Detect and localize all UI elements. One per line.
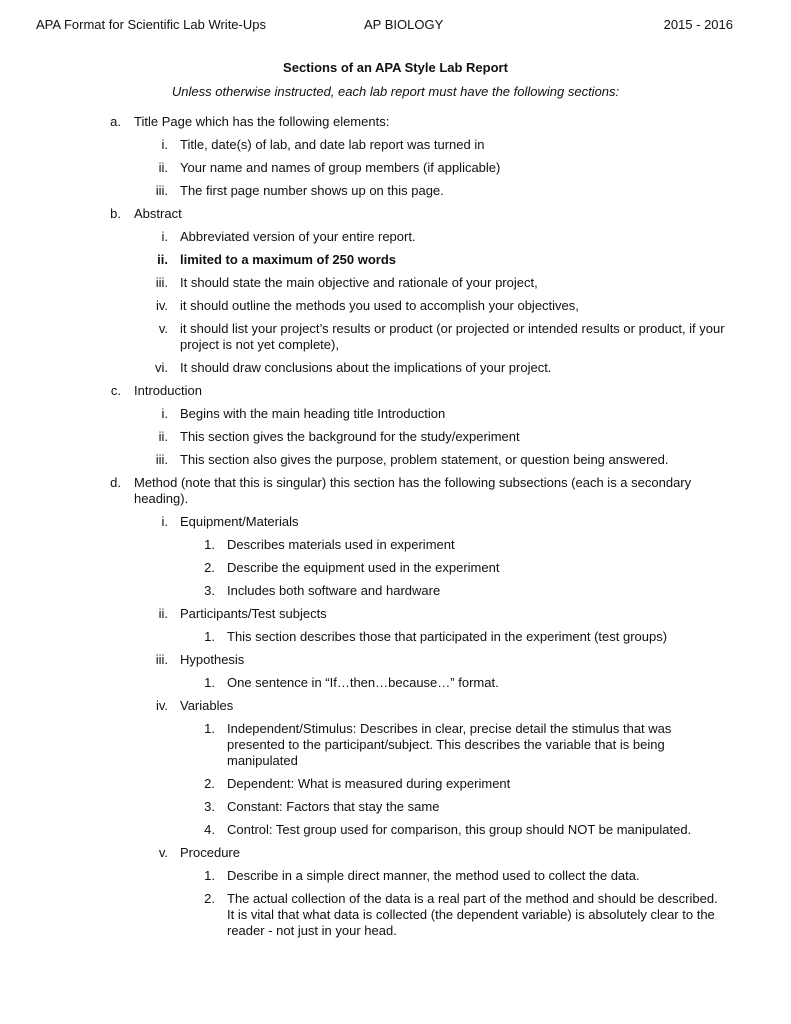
list-item-level-2	[0, 452, 791, 468]
list-item-level-1	[0, 114, 791, 130]
list-item-level-3	[0, 799, 791, 815]
list-item-level-2	[0, 360, 791, 376]
list-marker: vi.	[155, 360, 168, 375]
list-item-text: Includes both software and hardware	[227, 583, 441, 598]
list-item-level-3	[0, 868, 791, 884]
list-marker: 2.	[204, 560, 215, 575]
list-marker: ii.	[157, 252, 168, 267]
list-item-level-2	[0, 252, 791, 268]
document-title: Sections of an APA Style Lab Report	[283, 60, 508, 75]
document-subtitle: Unless otherwise instructed, each lab report must have the following sections:	[171, 84, 620, 99]
list-marker: v.	[158, 321, 168, 336]
list-item-text: Independent/Stimulus: Describes in clear, precise detail the stimulus that was presented to the participant/subject. This describes the variable that is being manipulated	[227, 721, 672, 768]
list-marker: 1.	[204, 537, 215, 552]
list-marker: ii.	[158, 429, 168, 444]
list-item-level-3	[0, 560, 791, 576]
list-item-text: Procedure	[180, 845, 240, 860]
list-item-level-1	[0, 475, 791, 507]
outline-list	[0, 107, 791, 939]
list-item-level-2	[0, 229, 791, 245]
list-item-text: The first page number shows up on this page.	[180, 183, 444, 198]
list-marker: i.	[161, 406, 168, 421]
list-marker: d.	[110, 475, 121, 490]
list-item-text: Introduction	[134, 383, 202, 398]
list-marker: 3.	[204, 799, 215, 814]
list-marker: ii.	[158, 606, 168, 621]
list-marker: 1.	[204, 629, 215, 644]
list-item-text: Describe in a simple direct manner, the method used to collect the data.	[227, 868, 640, 883]
list-item-text: Constant: Factors that stay the same	[227, 799, 440, 814]
list-item-text: This section also gives the purpose, problem statement, or question being answered.	[180, 452, 669, 467]
list-marker: i.	[161, 229, 168, 244]
list-item-level-3	[0, 583, 791, 599]
page-header	[36, 17, 733, 35]
list-item-text: One sentence in “If…then…because…” format.	[227, 675, 499, 690]
list-item-text: It should state the main objective and rationale of your project,	[180, 275, 538, 290]
list-item-level-1	[0, 383, 791, 399]
list-item-text: The actual collection of the data is a real part of the method and should be described. It is vital that what data is collected (the dependent variable) is absolutely clear to the reader - not just in your head.	[227, 891, 718, 938]
list-marker: 1.	[204, 675, 215, 690]
list-item-text: it should outline the methods you used to accomplish your objectives,	[180, 298, 579, 313]
list-item-text: Abbreviated version of your entire report.	[180, 229, 416, 244]
list-item-text: Describe the equipment used in the experiment	[227, 560, 500, 575]
list-marker: iii.	[155, 452, 168, 467]
list-item-level-3	[0, 675, 791, 691]
list-item-level-2	[0, 845, 791, 861]
list-item-level-2	[0, 137, 791, 153]
list-item-text: Variables	[180, 698, 234, 713]
list-marker: c.	[110, 383, 121, 398]
list-item-level-2	[0, 514, 791, 530]
list-marker: iv.	[155, 698, 168, 713]
list-item-level-2	[0, 606, 791, 622]
list-item-text: It should draw conclusions about the implications of your project.	[180, 360, 552, 375]
list-marker: iii.	[155, 652, 168, 667]
list-item-level-3	[0, 537, 791, 553]
list-marker: a.	[110, 114, 121, 129]
list-marker: i.	[161, 137, 168, 152]
list-item-level-1	[0, 206, 791, 222]
list-item-text: Control: Test group used for comparison, this group should NOT be manipulated.	[227, 822, 692, 837]
list-item-text: Describes materials used in experiment	[227, 537, 455, 552]
header-left-text: APA Format for Scientific Lab Write-Ups	[36, 17, 266, 32]
list-item-level-2	[0, 160, 791, 176]
list-marker: 3.	[204, 583, 215, 598]
list-marker: 2.	[204, 776, 215, 791]
list-marker: ii.	[158, 160, 168, 175]
list-item-text: This section describes those that participated in the experiment (test groups)	[227, 629, 668, 644]
list-item-text: Abstract	[134, 206, 182, 221]
list-item-text: Your name and names of group members (if applicable)	[180, 160, 501, 175]
list-item-level-3	[0, 629, 791, 645]
list-marker: 4.	[204, 822, 215, 837]
list-item-text: Hypothesis	[180, 652, 245, 667]
list-item-level-2	[0, 698, 791, 714]
list-item-text: Participants/Test subjects	[180, 606, 327, 621]
list-item-text: Begins with the main heading title Introduction	[180, 406, 446, 421]
list-item-text: it should list your project’s results or product (or projected or intended results or product, if your project is not yet complete),	[180, 321, 725, 352]
list-marker: v.	[158, 845, 168, 860]
list-item-level-3	[0, 891, 791, 939]
header-center-text: AP BIOLOGY	[364, 17, 444, 32]
list-item-level-3	[0, 721, 791, 769]
list-marker: 2.	[204, 891, 215, 906]
list-item-level-2	[0, 275, 791, 291]
list-item-text: Title, date(s) of lab, and date lab report was turned in	[180, 137, 485, 152]
list-marker: b.	[110, 206, 121, 221]
list-item-level-2	[0, 298, 791, 314]
list-item-text: Title Page which has the following elements:	[134, 114, 390, 129]
list-marker: iii.	[155, 275, 168, 290]
header-right-text: 2015 - 2016	[663, 17, 733, 32]
list-item-level-2	[0, 652, 791, 668]
list-marker: iv.	[155, 298, 168, 313]
list-item-level-2	[0, 429, 791, 445]
list-item-text: This section gives the background for the study/experiment	[180, 429, 520, 444]
list-item-level-2	[0, 321, 791, 353]
list-marker: i.	[161, 514, 168, 529]
list-marker: iii.	[155, 183, 168, 198]
list-item-level-3	[0, 776, 791, 792]
list-item-text: Dependent: What is measured during experiment	[227, 776, 511, 791]
list-item-text: Method (note that this is singular) this section has the following subsections (each is a secondary heading).	[134, 475, 692, 506]
list-item-text: Equipment/Materials	[180, 514, 299, 529]
list-marker: 1.	[204, 721, 215, 736]
list-item-level-3	[0, 822, 791, 838]
list-item-level-2	[0, 406, 791, 422]
list-marker: 1.	[204, 868, 215, 883]
list-item-level-2	[0, 183, 791, 199]
list-item-text: limited to a maximum of 250 words	[180, 252, 396, 267]
